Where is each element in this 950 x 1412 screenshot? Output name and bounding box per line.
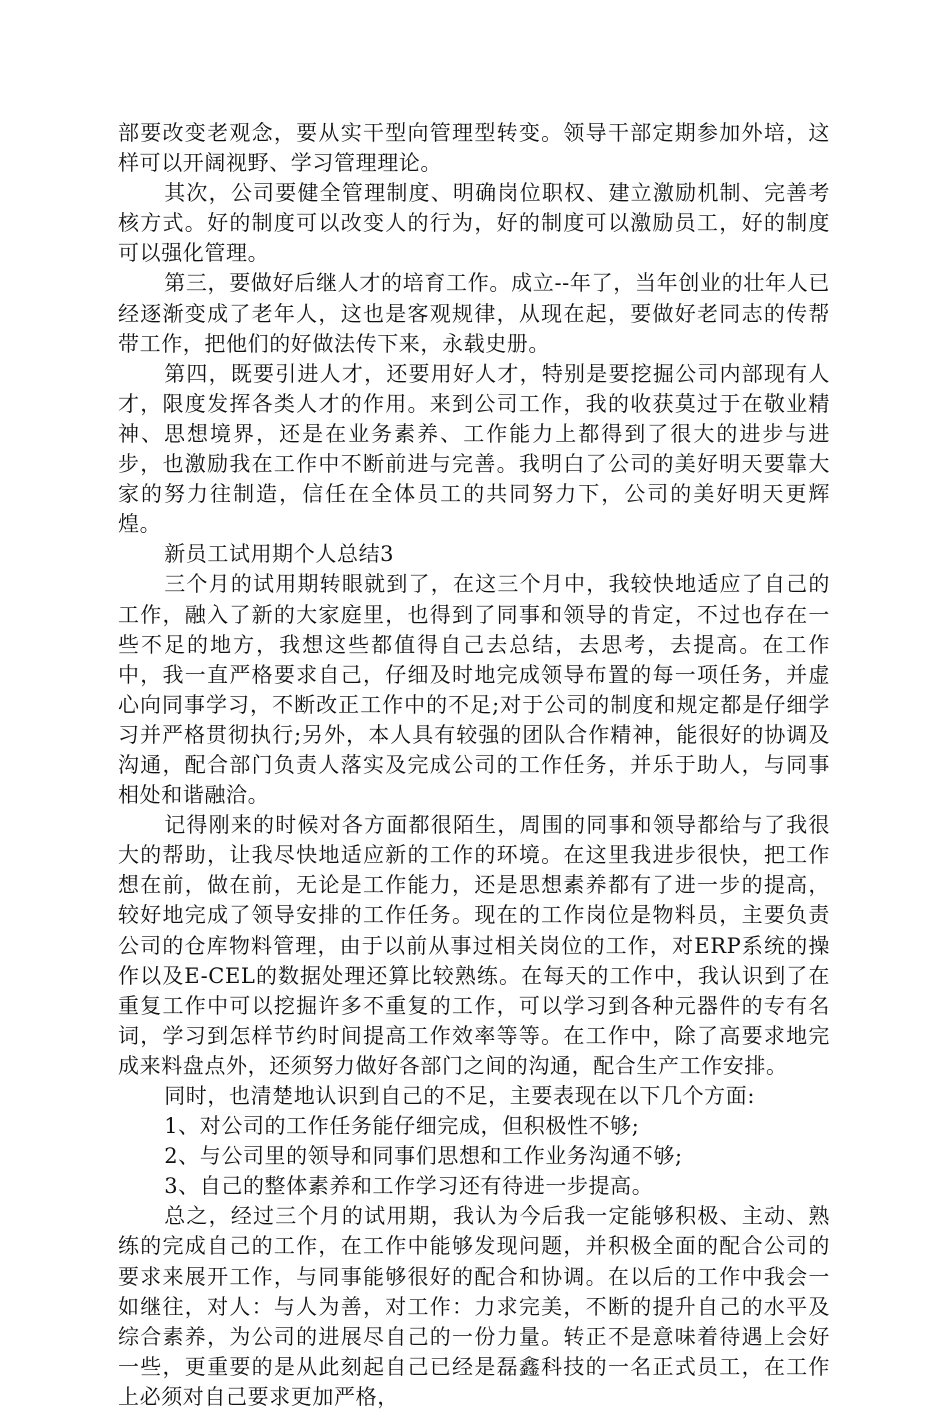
paragraph: 总之，经过三个月的试用期，我认为今后我一定能够积极、主动、熟练的完成自己的工作，在工作中能够发现问题，并积极全面的配合公司的要求来展开工作，与同事能够很好的配合和协调。在以后的工作中我会一如继往，对人：与人为善，对工作：力求完美，不断的提升自己的水平及综合素养，为公司的进展尽自己的一份力量。转正不是意味着待遇上会好一些，更重要的是从此刻起自己已经是磊鑫科技的一名正式员工，在工作上必须对自己要求更加严格， — [118, 1204, 830, 1409]
list-item: 2、与公司里的领导和同事们思想和工作业务沟通不够; — [164, 1144, 683, 1169]
paragraph: 第三，要做好后继人才的培育工作。成立--年了，当年创业的壮年人已经逐渐变成了老年人，这也是客观规律，从现在起，要做好老同志的传帮带工作，把他们的好做法传下来，永载史册。 — [118, 271, 830, 356]
paragraph: 部要改变老观念，要从实干型向管理型转变。领导干部定期参加外培，这样可以开阔视野、学习管理理论。 — [118, 121, 830, 176]
paragraph: 第四，既要引进人才，还要用好人才，特别是要挖掘公司内部现有人才，限度发挥各类人才的作用。来到公司工作，我的收获莫过于在敬业精神、思想境界，还是在业务素养、工作能力上都得到了很大的进步与进步，也激励我在工作中不断前进与完善。我明白了公司的美好明天要靠大家的努力往制造，信任在全体员工的共同努力下，公司的美好明天更辉煌。 — [118, 361, 830, 537]
list-item: 1、对公司的工作任务能仔细完成，但积极性不够; — [164, 1114, 640, 1139]
document-body — [118, 118, 830, 1412]
paragraph: 其次，公司要健全管理制度、明确岗位职权、建立激励机制、完善考核方式。好的制度可以改变人的行为，好的制度可以激励员工，好的制度可以强化管理。 — [118, 181, 830, 266]
paragraph: 同时，也清楚地认识到自己的不足，主要表现在以下几个方面: — [164, 1084, 756, 1108]
list-item: 3、自己的整体素养和工作学习还有待进一步提高。 — [164, 1174, 654, 1199]
paragraph: 记得刚来的时候对各方面都很陌生，周围的同事和领导都给与了我很大的帮助，让我尽快地适应新的工作的环境。在这里我进步很快，把工作想在前，做在前，无论是工作能力，还是思想素养都有了进一步的提高，较好地完成了领导安排的工作任务。现在的工作岗位是物料员，主要负责公司的仓库物料管理，由于以前从事过相关岗位的工作，对ERP系统的操作以及E-CEL的数据处理还算比较熟练。在每天的工作中，我认识到了在重复工作中可以挖掘许多不重复的工作，可以学习到各种元器件的专有名词，学习到怎样节约时间提高工作效率等等。在工作中，除了高要求地完成来料盘点外，还须努力做好各部门之间的沟通，配合生产工作安排。 — [118, 813, 830, 1078]
paragraph: 三个月的试用期转眼就到了，在这三个月中，我较快地适应了自己的工作，融入了新的大家庭里，也得到了同事和领导的肯定，不过也存在一些不足的地方，我想这些都值得自己去总结，去思考，去提高。在工作中，我一直严格要求自己，仔细及时地完成领导布置的每一项任务，并虚心向同事学习，不断改正工作中的不足;对于公司的制度和规定都是仔细学习并严格贯彻执行;另外，本人具有较强的团队合作精神，能很好的协调及沟通，配合部门负责人落实及完成公司的工作任务，并乐于助人，与同事相处和谐融洽。 — [118, 572, 830, 808]
section-heading: 新员工试用期个人总结3 — [164, 542, 395, 567]
